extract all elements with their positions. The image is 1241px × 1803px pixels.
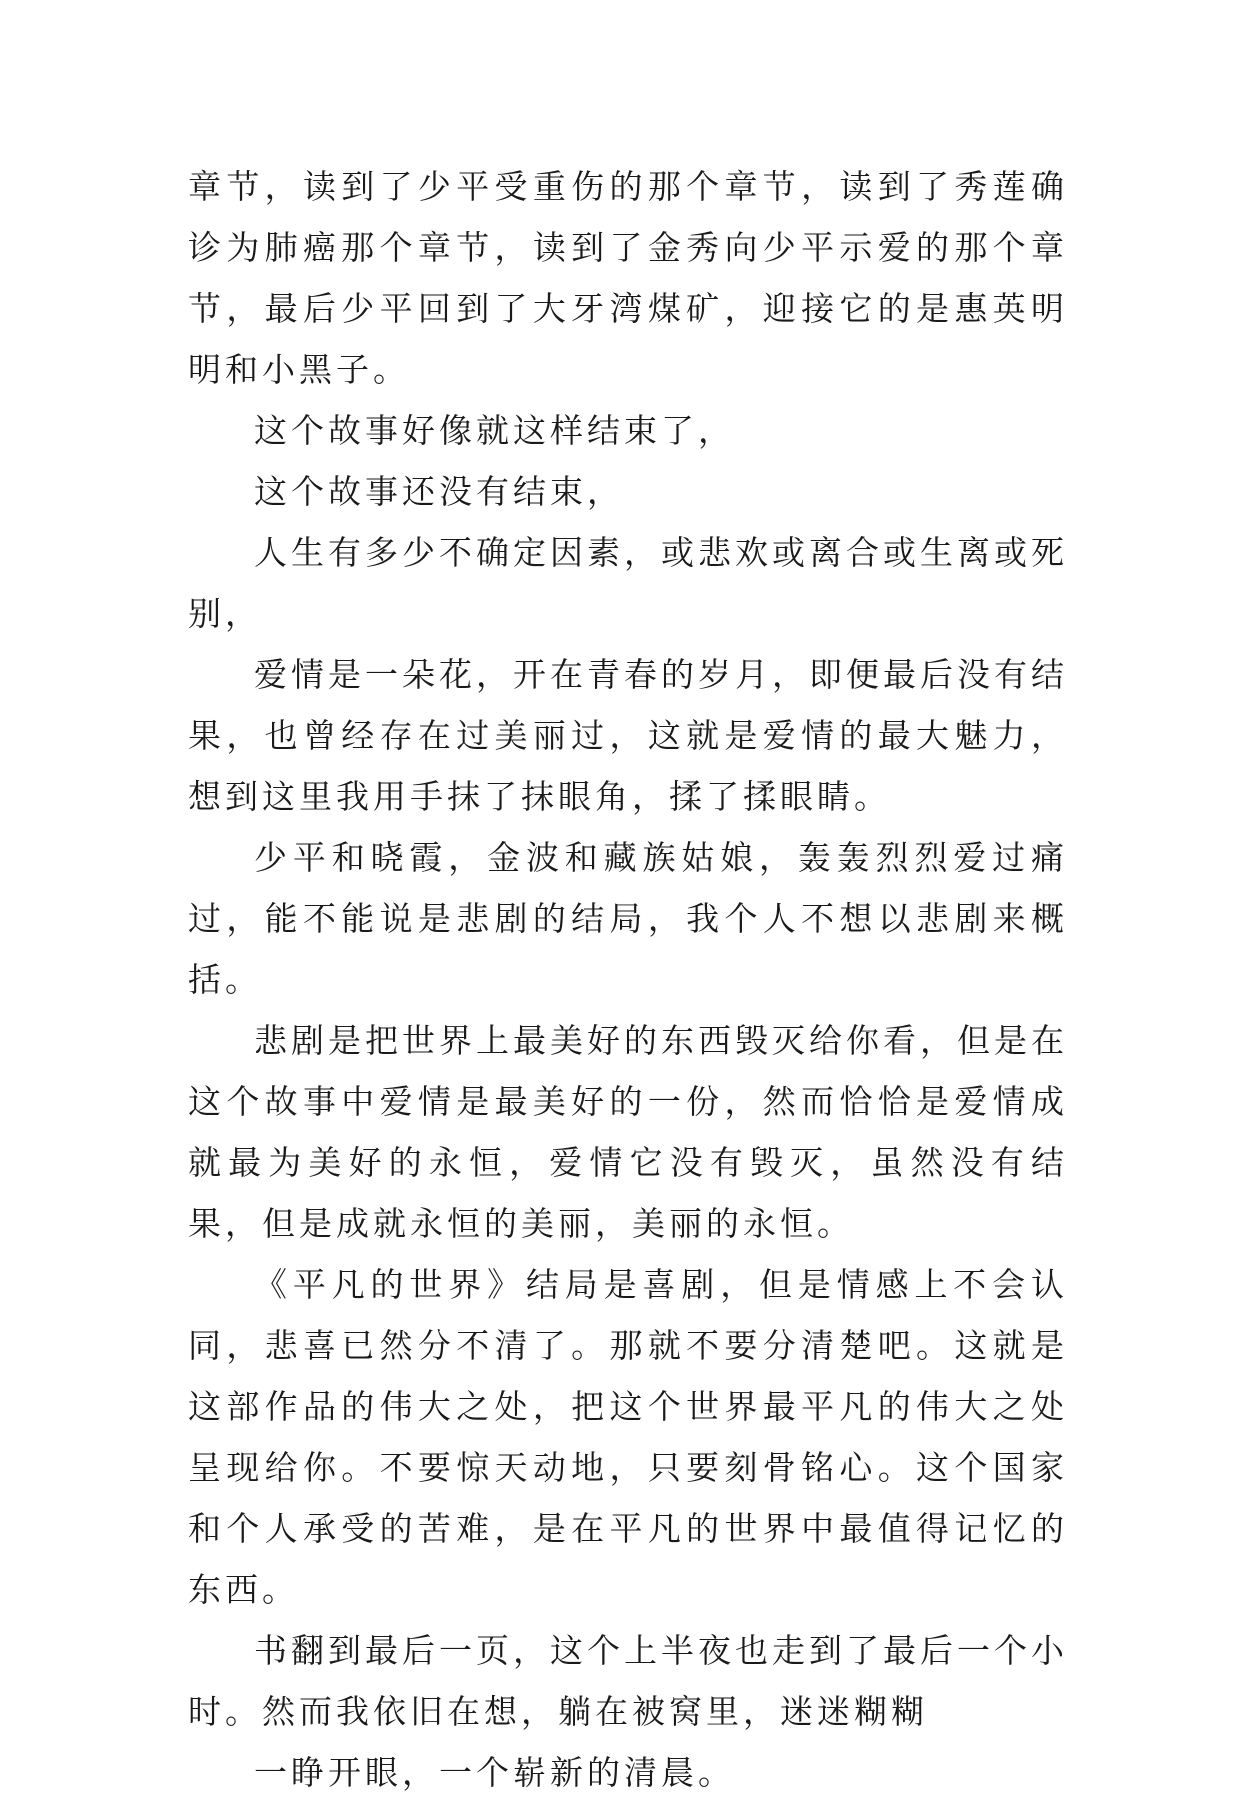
paragraph: 这个故事还没有结束， [254, 472, 624, 511]
paragraph: 一睁开眼，一个崭新的清晨。 [254, 1753, 735, 1792]
paragraph: 这个故事好像就这样结束了， [254, 411, 735, 450]
paragraph: 爱情是一朵花，开在青春的岁月，即便最后没有结果，也曾经存在过美丽过，这就是爱情的最大魅力，想到这里我用手抹了抹眼角，揉了揉眼睛。 [188, 655, 1068, 816]
body-text [188, 156, 1068, 1803]
paragraph: 悲剧是把世界上最美好的东西毁灭给你看，但是在这个故事中爱情是最美好的一份，然而恰恰是爱情成就最为美好的永恒，爱情它没有毁灭，虽然没有结果，但是成就永恒的美丽，美丽的永恒。 [188, 1021, 1068, 1243]
paragraph: 章节，读到了少平受重伤的那个章节，读到了秀莲确诊为肺癌那个章节，读到了金秀向少平示爱的那个章节，最后少平回到了大牙湾煤矿，迎接它的是惠英明明和小黑子。 [188, 167, 1068, 389]
paragraph: 书翻到最后一页，这个上半夜也走到了最后一个小时。然而我依旧在想，躺在被窝里，迷迷糊糊 [188, 1631, 1068, 1731]
paragraph: 《平凡的世界》结局是喜剧，但是情感上不会认同，悲喜已然分不清了。那就不要分清楚吧。这就是这部作品的伟大之处，把这个世界最平凡的伟大之处呈现给你。不要惊天动地，只要刻骨铭心。这个国家和个人承受的苦难，是在平凡的世界中最值得记忆的东西。 [188, 1265, 1068, 1609]
paragraph: 少平和晓霞，金波和藏族姑娘，轰轰烈烈爱过痛过，能不能说是悲剧的结局，我个人不想以悲剧来概括。 [188, 838, 1068, 999]
paragraph: 人生有多少不确定因素，或悲欢或离合或生离或死别， [188, 533, 1068, 633]
